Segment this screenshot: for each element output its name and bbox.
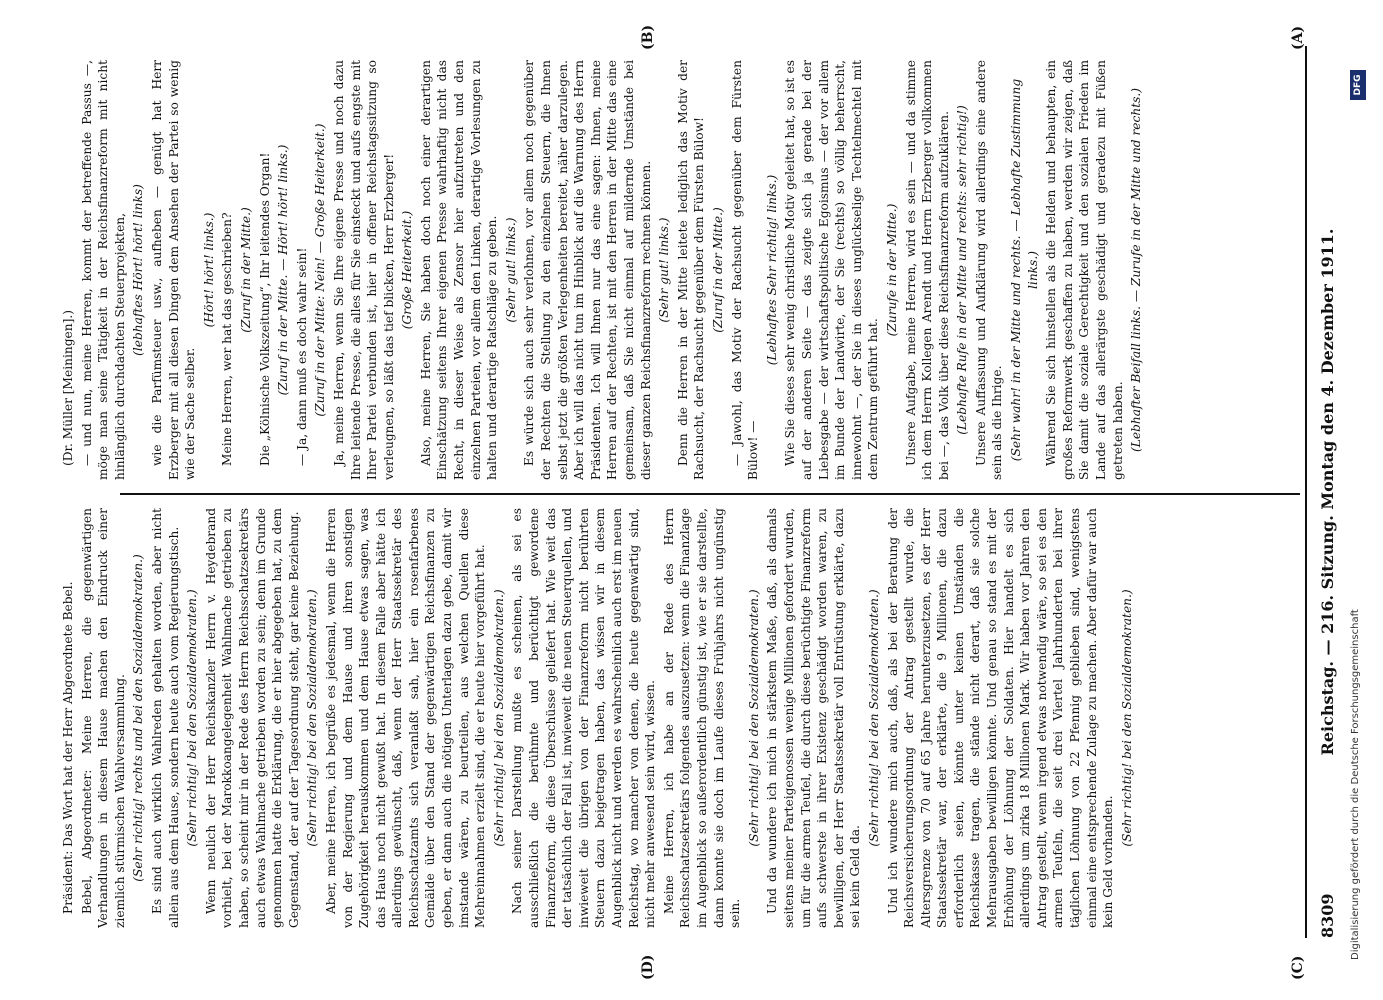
paragraph: Also, meine Herren, Sie haben doch noch einer derartigen Einschätzung seitens Ihrer eigenen Presse wahrhaftig nicht das Recht, in dieser Weise als Zensor hier aufzutreten und den einzelnen Parteien, vor allem den Linken, derartige Vorlesungen zu halten und derartige Ratschläge zu geben. (418, 60, 500, 480)
paragraph: — Ja, dann muß es doch wahr sein! (294, 247, 309, 466)
funding-note: Digitalisierung gefördert durch die Deutsche Forschungsgemeinschaft (1350, 609, 1361, 960)
paragraph: Bebel, Abgeordneter: Meine Herren, die gegenwärtigen Verhandlungen in diesem Hause machen den Eindruck einer ziemlich stürmischen Wahlversammlung. (79, 508, 127, 928)
margin-mark-c: (C) (1290, 955, 1306, 980)
paragraph: Präsident: Das Wort hat der Herr Abgeordnete Bebel. (61, 581, 75, 914)
interjection: (Zuruf in der Mitte.) (238, 207, 253, 333)
left-column (60, 508, 1290, 928)
interjection: (Zurufe in der Mitte.) (884, 203, 899, 337)
interjection: (Hört! hört! links.) (201, 212, 216, 328)
interjection: (Sehr richtig! bei den Sozialdemokraten.) (491, 589, 506, 847)
page-header (1318, 46, 1348, 938)
paragraph: Unsere Aufgabe, meine Herren, wird es sein — und da stimme ich dem Herrn Kollegen Arendt und Herrn Erzberger vollkommen bei —, das Volk über diese Reichsfinanzreform aufzuklären. (903, 60, 951, 480)
paragraph: — Jawohl, das Motiv der Rachsucht gegenüber dem Fürsten Bülow! — (729, 60, 761, 480)
interjection: (Zuruf in der Mitte.) (710, 207, 725, 333)
interjection: (Sehr richtig! bei den Sozialdemokraten.) (866, 589, 881, 847)
paragraph: wie die Parfümsteuer usw., aufheben — genügt hat Herr Erzberger mit all diesen Dingen dem Ansehen der Partei so wenig wie der Sache selber. (149, 60, 198, 480)
paragraph: Und ich wundere mich auch, daß, als bei der Beratung der Reichsversicherungsordnung der Antrag gestellt wurde, die Altersgrenze von 70 auf 65 Jahre herunterzusetzen, es der Herr Staatssekretär war, der erklärte, die 9 Millionen, die dazu erforderlich seien, könnte unter keinen Umständen die Reichskasse tragen, die stände nicht derart, daß sie solche Mehrausgaben bewilligen könnte. Und genau so stand es mit der Erhöhung der Löhnung der Soldaten. Hier handelt es sich allerdings um zirka 18 Millionen Mark. Wir haben vor Jahren den Antrag gestellt, wenn irgend etwas notwendig wäre, so sei es den armen Teufeln, die seit drei Viertel Jahrhunderten bei ihrer täglichen Löhnung von 22 Pfennig geblieben sind, wenigstens einmal eine entsprechende Zulage zu machen. Aber dafür war auch kein Geld vorhanden. (885, 508, 1116, 928)
header-rule (1305, 46, 1307, 938)
paragraph: — und nun, meine Herren, kommt der betreffende Passus —, möge man seine Tätigkeit in der Reichsfinanzreform mit nicht hinlänglich durchdachten Steuerprojekten, (79, 60, 127, 480)
interjection: (Große Heiterkeit.) (400, 210, 415, 330)
column-divider (120, 493, 1300, 495)
interjection: (Sehr gut! links.) (657, 217, 672, 323)
interjection: (Lebhaftes Sehr richtig! links.) (764, 174, 779, 366)
running-title: Reichstag. — 216. Sitzung. Montag den 4. Dezember 1911. (1318, 228, 1337, 756)
margin-mark-a: (A) (1290, 25, 1306, 50)
right-column (60, 60, 1290, 480)
paragraph: Unsere Auffassung und Aufklärung wird allerdings eine andere sein als die Ihrige. (973, 60, 1005, 480)
interjection: (Lebhafte Rufe in der Mitte und rechts: sehr richtig!) (955, 105, 970, 435)
interjection: (Sehr gut! links.) (503, 217, 518, 323)
paragraph: Wie Sie dieses sehr wenig christliche Motiv geleitet hat, so ist es auf der anderen Seite — das zeigte sich ja gerade bei der Liebesgabe — der wirtschaftspolitische Egoismus — der vor allem im Bunde der Landwirte, der Sie (rechts) so völlig beherrscht, innewohnt —, der Sie in dieses unglückselige Techtelmechtel mit dem Zentrum geführt hat. (783, 60, 881, 480)
interjection: (Zuruf in der Mitte. — Hört! hört! links.) (276, 144, 291, 396)
paragraph: Wenn neulich der Herr Reichskanzler Herrn v. Heydebrand vorhielt, bei der Marokkoangelegenheit Wahlmache getrieben zu haben, so scheint mir in der Rede des Herrn Reichsschatzsekretärs auch etwas Wahlmache getrieben worden zu sein; denn im Grunde genommen hatte die Erklärung, die er hier abgegeben hat, zu dem Gegenstand, der auf der Tagesordnung steht, gar keine Beziehung. (203, 508, 301, 928)
margin-mark-d: (D) (640, 954, 656, 980)
paragraph: Während Sie sich hinstellen als die Helden und behaupten, ein großes Reformwerk geschaffen zu haben, werden wir zeigen, daß Sie damit die soziale Gerechtigkeit und den sozialen Frieden im Lande auf das allerärgste geschädigt und geradezu mit Füßen getreten haben. (1044, 60, 1125, 480)
interjection: (lebhaftes Hört! hört! links) (131, 184, 146, 356)
interjection: (Sehr richtig! bei den Sozialdemokraten.) (746, 589, 761, 847)
paragraph: Nach seiner Darstellung mußte es scheinen, als sei es ausschließlich die berühmte und berüchtigt gewordene Finanzreform, die diese Überschüsse geliefert hat. Wie weit das der tatsächlich der Fall ist, inwieweit die neuen Steuerquellen, und inwieweit die übrigen von der Finanzreform nicht berührten Steuern dazu beigetragen haben, das wissen wir in diesem Augenblick nicht und werden es wahrscheinlich auch erst im neuen Reichstag, wo mancher von denen, die heute gegenwärtig sind, nicht mehr anwesend sein wird, wissen. (510, 508, 658, 928)
paragraph: Aber, meine Herren, ich begrüße es jedesmal, wenn die Herren von der Regierung und dem Hause und ihren sonstigen Zugehörigkeit herauskommen und dem Hause etwas sagen, was das Haus noch nicht gewußt hat. In diesem Falle aber hätte ich allerdings gewünscht, daß, wenn der Herr Staatssekretär des Reichsschatzamts sich veranlaßt sah, hier ein rosenfarbenes Gemälde über den Stand der gegenwärtigen Reichsfinanzen zu geben, er dann auch die nötigen Unterlagen dazu gebe, damit wir imstande wären, zu beurteilen, aus welchen Quellen diese Mehreinnahmen erzielt sind, die er heute hier vorgeführt hat. (323, 508, 488, 928)
paragraph: Ja, meine Herren, wenn Sie Ihre eigene Presse und noch dazu Ihre leitende Presse, die alles für Sie einsteckt und aufs engste mit Ihrer Partei verbunden ist, hier in offener Reichstagssitzung so verleugnen, so läßt das tief blicken, Herr Erzberger! (331, 60, 396, 480)
paragraph: Es sind auch wirklich Wahlreden gehalten worden, aber nicht allein aus dem Hause, sondern heute auch vom Regierungstisch. (149, 508, 181, 928)
paragraph: Es würde sich auch sehr verlohnen, vor allem noch gegenüber der Rechten die Stellung zu den einzelnen Steuern, die Ihnen selbst jetzt die größten Verlegenheiten bereitet, näher darzulegen. Aber ich will das nicht tun im Hinblick auf die Warnung des Herrn Präsidenten. Ich will Ihnen nur das eine sagen: Ihnen, meine Herren auf der Rechten, ist mit den Herren in der Mitte das eine gemeinsam, daß Sie nicht einmal auf mildernde Umstände bei dieser ganzen Reichsfinanzreform rechnen können. (522, 60, 653, 480)
paragraph: Meine Herren, wer hat das geschrieben? (220, 212, 235, 466)
paragraph: (Dr. Müller [Meiningen].) (61, 310, 75, 466)
interjection: (Sehr richtig! rechts und bei den Sozialdemokraten.) (131, 554, 146, 882)
page-number: 8309 (1318, 893, 1337, 938)
paragraph: Denn die Herren in der Mitte leitete lediglich das Motiv der Rachsucht, der Rachsucht gegenüber dem Fürsten Bülow! (675, 60, 707, 480)
interjection: (Zuruf in der Mitte: Nein! — Große Heiterkeit.) (313, 123, 328, 417)
interjection: (Lebhafter Beifall links. — Zurufe in der Mitte und rechts.) (1129, 88, 1144, 452)
interjection: (Sehr wahr! in der Mitte und rechts. — Lebhafte Zustimmung links.) (1009, 78, 1040, 462)
interjection: (Sehr richtig! bei den Sozialdemokraten.) (305, 589, 320, 847)
interjection: (Sehr richtig! bei den Sozialdemokraten.) (1119, 589, 1134, 847)
margin-mark-b: (B) (640, 24, 656, 50)
interjection: (Sehr richtig! bei den Sozialdemokraten.) (185, 589, 200, 847)
dfg-logo: DFG (1350, 70, 1366, 100)
paragraph: Meine Herren, ich habe an der Rede des Herrn Reichsschatzsekretärs folgendes auszusetzen: wenn die Finanzlage im Augenblick so außerordentlich günstig ist, wie er sie darstellte, dann konnte sie doch im Laufe dieses Frühjahrs nicht ungünstig sein. (661, 508, 743, 928)
paragraph: Und da wundere ich mich in stärkstem Maße, daß, als damals seitens meiner Parteigenossen wenige Millionen gefordert wurden, um für die armen Teufel, die durch diese berüchtigte Finanzreform aufs schwerste in ihrer Existenz geschädigt worden waren, zu bewilligen, der Herr Staatssekretär voll Entrüstung erklärte, dazu sei kein Geld da. (765, 508, 863, 928)
paragraph: Die „Kölnische Volkszeitung“, Ihr leitendes Organ! (257, 152, 272, 466)
